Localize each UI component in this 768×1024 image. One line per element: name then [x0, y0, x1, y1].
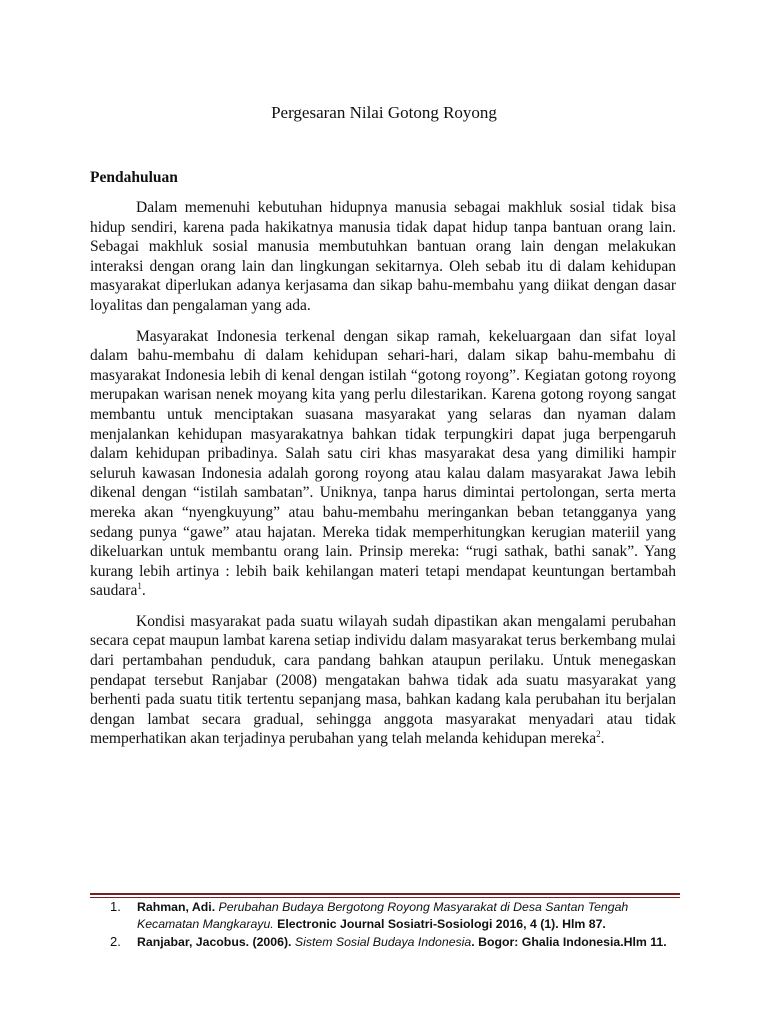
footnote-2-title: Sistem Sosial Budaya Indonesia [294, 935, 472, 949]
footnote-1 [110, 899, 680, 932]
section-heading: Pendahuluan [90, 169, 178, 186]
document-title: Pergesaran Nilai Gotong Royong [271, 103, 497, 122]
footnote-1-author: Rahman, Adi. [137, 900, 216, 914]
footnote-1-title: Perubahan Budaya Bergotong Royong Masyarakat di Desa Santan Tengah Kecamatan Mangkarayu. [137, 900, 629, 931]
paragraph-2: Masyarakat Indonesia terkenal dengan sikap ramah, kekeluargaan dan sifat loyal dalam bahu-membahu di dalam kehidupan sehari-hari, dalam sikap bahu-membahu di masyarakat Indonesia lebih di kenal dengan istilah “gotong royong”. Kegiatan gotong royong merupakan warisan nenek moyang kita yang perlu dilestarikan. Karena gotong royong sangat membantu untuk menciptakan suasana masyarakat yang selaras dan nyaman dalam menjalankan kehidupan masyarakatnya bahkan tidak terpungkiri dapat juga berpengaruh dalam kehidupan pribadinya. Salah satu ciri khas masyarakat desa yang dimiliki hampir seluruh kawasan Indonesia adalah gorong royong atau kalau dalam masyarakat Jawa lebih dikenal dengan “istilah sambatan”. Uniknya, tanpa harus dimintai pertolongan, serta merta mereka akan “nyengkuyung” atau bahu-membahu meringankan beban tetangganya yang sedang punya “gawe” atau hajatan. Mereka tidak memperhitungkan kerugian materiil yang dikeluarkan untuk membantu orang lain. Prinsip mereka: “rugi sathak, bathi sanak”. Yang kurang lebih artinya : lebih baik kehilangan materi tetapi mendapat keuntungan bertambah saudara$^1$. [90, 327, 676, 600]
footnote-2-number: 2. [110, 934, 121, 949]
paragraph-1 [90, 198, 676, 316]
footnote-ref-1[interactable]: 1 [137, 581, 142, 592]
body-text [90, 198, 676, 760]
footnote-ref-2[interactable]: 2 [596, 729, 601, 740]
footnote-1-source: Electronic Journal Sosiatri-Sosiologi 2016, 4 (1). Hlm 87. [277, 916, 606, 931]
paragraph-3 [90, 612, 676, 749]
paragraph-2-text: Masyarakat Indonesia terkenal dengan sikap ramah, kekeluargaan dan sifat loyal dalam bahu-membahu di dalam kehidupan sehari-hari, dalam sikap bahu-membahu di masyarakat Indonesia lebih di kenal dengan istilah “gotong royong”. Kegiatan gotong royong merupakan warisan nenek moyang kita yang perlu dilestarikan. Karena gotong royong sangat membantu untuk menciptakan suasana masyarakat yang selaras dan nyaman dalam menjalankan kehidupan masyarakatnya bahkan tidak terpungkiri dapat juga berpengaruh dalam kehidupan pribadinya. Salah satu ciri khas masyarakat desa yang dimiliki hampir seluruh kawasan Indonesia adalah gorong royong atau kalau dalam masyarakat Jawa lebih dikenal dengan “istilah sambatan”. Uniknya, tanpa harus dimintai pertolongan, serta merta mereka akan “nyengkuyung” atau bahu-membahu meringankan beban tetangganya yang sedang punya “gawe” atau hajatan. Mereka tidak memperhitungkan kerugian materiil yang dikeluarkan untuk membantu orang lain. Prinsip mereka: “rugi sathak, bathi sanak”. Yang kurang lebih artinya : lebih baik kehilangan materi tetapi mendapat keuntungan bertambah saudara [90, 327, 676, 600]
paragraph-3-tail: . [600, 730, 605, 748]
footnote-2-author: Ranjabar, Jacobus. (2006). [137, 935, 292, 949]
paragraph-3-text: Kondisi masyarakat pada suatu wilayah sudah dipastikan akan mengalami perubahan secara cepat maupun lambat karena setiap individu dalam masyarakat terus berkembang mulai dari pertambahan penduduk, cara pandang bahkan ataupun perilaku. Untuk menegaskan pendapat tersebut Ranjabar (2008) mengatakan bahwa tidak ada suatu masyarakat yang berhenti pada suatu titik tertentu sepanjang masa, bahkan kadang kala perubahan itu berjalan dengan lambat secara gradual, sehingga anggota masyarakat menyadari atau tidak memperhatikan akan terjadinya perubahan yang telah melanda kehidupan mereka [90, 612, 676, 748]
footnote-separator [90, 893, 680, 898]
footnote-2 [110, 934, 680, 951]
footnote-2-source: . Bogor: Ghalia Indonesia.Hlm 11. [471, 935, 667, 949]
paragraph-1-text: Dalam memenuhi kebutuhan hidupnya manusia sebagai makhluk sosial tidak bisa hidup sendiri, karena pada hakikatnya manusia tidak dapat hidup tanpa bantuan orang lain. Sebagai makhluk sosial manusia membutuhkan bantuan orang lain dengan melakukan interaksi dengan orang lain dan lingkungan sekitarnya. Oleh sebab itu di dalam kehidupan masyarakat diperlukan adanya kerjasama dan sikap bahu-membahu yang diikat dengan dasar loyalitas dan pengalaman yang ada. [90, 199, 676, 314]
footnotes [110, 899, 680, 953]
footnote-1-number: 1. [110, 899, 121, 914]
